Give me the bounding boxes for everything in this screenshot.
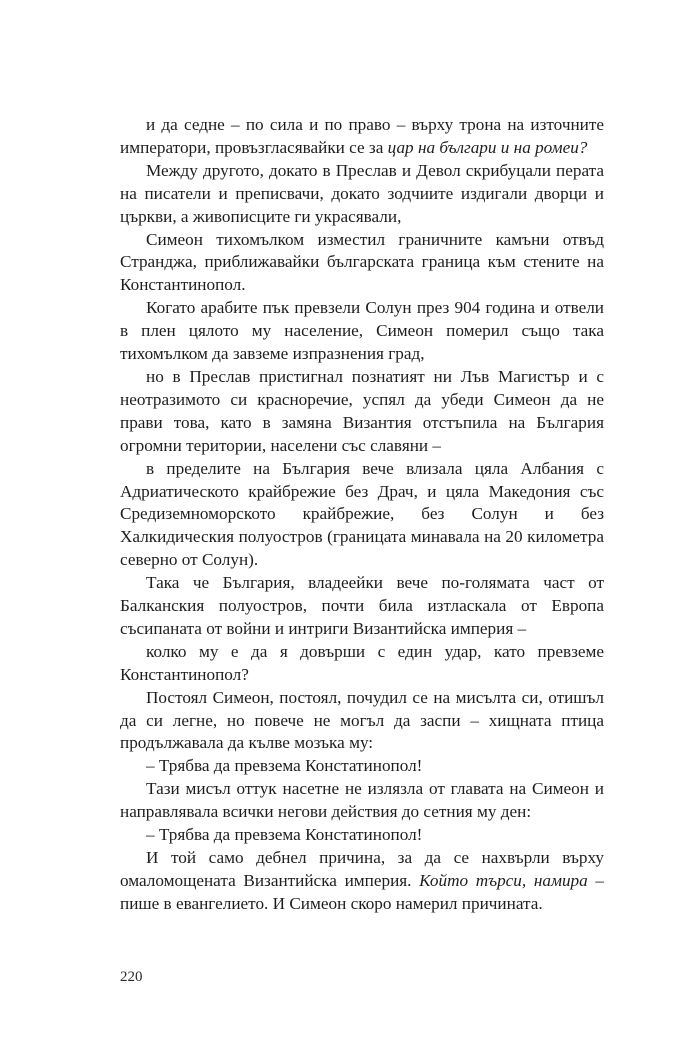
paragraph: [120, 160, 604, 229]
text-run: в пределите на България вече влизала цяла Албания с Адриатическото крайбрежие без Драч, и цяла Македония със Средиземноморското крайбрежие, без Солун и без Халкидическия полуостров (границата минавала на 20 километра северно от Солун).: [120, 458, 604, 570]
text-run: Симеон тихомълком изместил граничните камъни отвъд Странджа, приближавайки българската граница към стените на Константинопол.: [120, 229, 604, 295]
page-number: 220: [120, 969, 143, 985]
text-run: колко му е да я довърши с един удар, като превземе Константинопол?: [120, 641, 604, 684]
paragraph: [120, 458, 604, 573]
italic-text: цар на българи и на ромеи?: [387, 137, 588, 157]
text-run: И той само дебнел причина, за да се нахвърли върху омаломощената Византийска империя.: [120, 848, 604, 890]
italic-text: Който търси, намира: [419, 870, 588, 890]
text-run: – Трябва да превзема Констатинопол!: [146, 756, 423, 776]
text-run: Когато арабите пък превзели Солун през 904 година и отвели в плен цялото му население, Симеон померил също така тихомълком да завземе изпразнения град,: [120, 298, 604, 364]
paragraph: [120, 641, 604, 687]
text-run: – пише в евангелието. И Симеон скоро намерил причината.: [120, 870, 605, 913]
text-run: но в Преслав пристигнал познатият ни Лъв Магистър и с неотразимото си красноречие, успял да убеди Симеон да не прави това, като в замяна Византия отстъпила на България огромни територии, населени със славяни –: [120, 366, 604, 455]
text-run: и да седне – по сила и по право – върху трона на източните императори, провъзгласявайки се за: [120, 115, 604, 157]
text-run: Така че България, владеейки вече по-голямата част от Балканския полуостров, почти била изтласкала от Европа съсипаната от войни и интриги Византийска империя –: [120, 573, 604, 638]
text-run: Тази мисъл оттук насетне не излязла от главата на Симеон и направлявала всички негови действия до сетния му ден:: [120, 779, 604, 822]
body-text: [120, 114, 604, 916]
paragraph: [120, 755, 604, 778]
paragraph: [120, 824, 604, 847]
paragraph: [120, 687, 604, 756]
paragraph: [120, 297, 604, 366]
paragraph: [120, 366, 604, 458]
text-run: – Трябва да превзема Констатинопол!: [146, 825, 423, 845]
text-run: Постоял Симеон, постоял, почудил се на мисълта си, отишъл да си легне, но повече не могъл да заспи – хищната птица продължавала да кълве мозъка му:: [120, 687, 604, 753]
paragraph: [120, 847, 604, 916]
text-run: Между другото, докато в Преслав и Девол скрибуцали перата на писатели и преписвачи, докато зодчиите издигали дворци и църкви, а живописците ги украсявали,: [120, 160, 604, 226]
paragraph: [120, 229, 604, 298]
paragraph: [120, 114, 604, 160]
paragraph: [120, 572, 604, 641]
paragraph: [120, 778, 604, 824]
